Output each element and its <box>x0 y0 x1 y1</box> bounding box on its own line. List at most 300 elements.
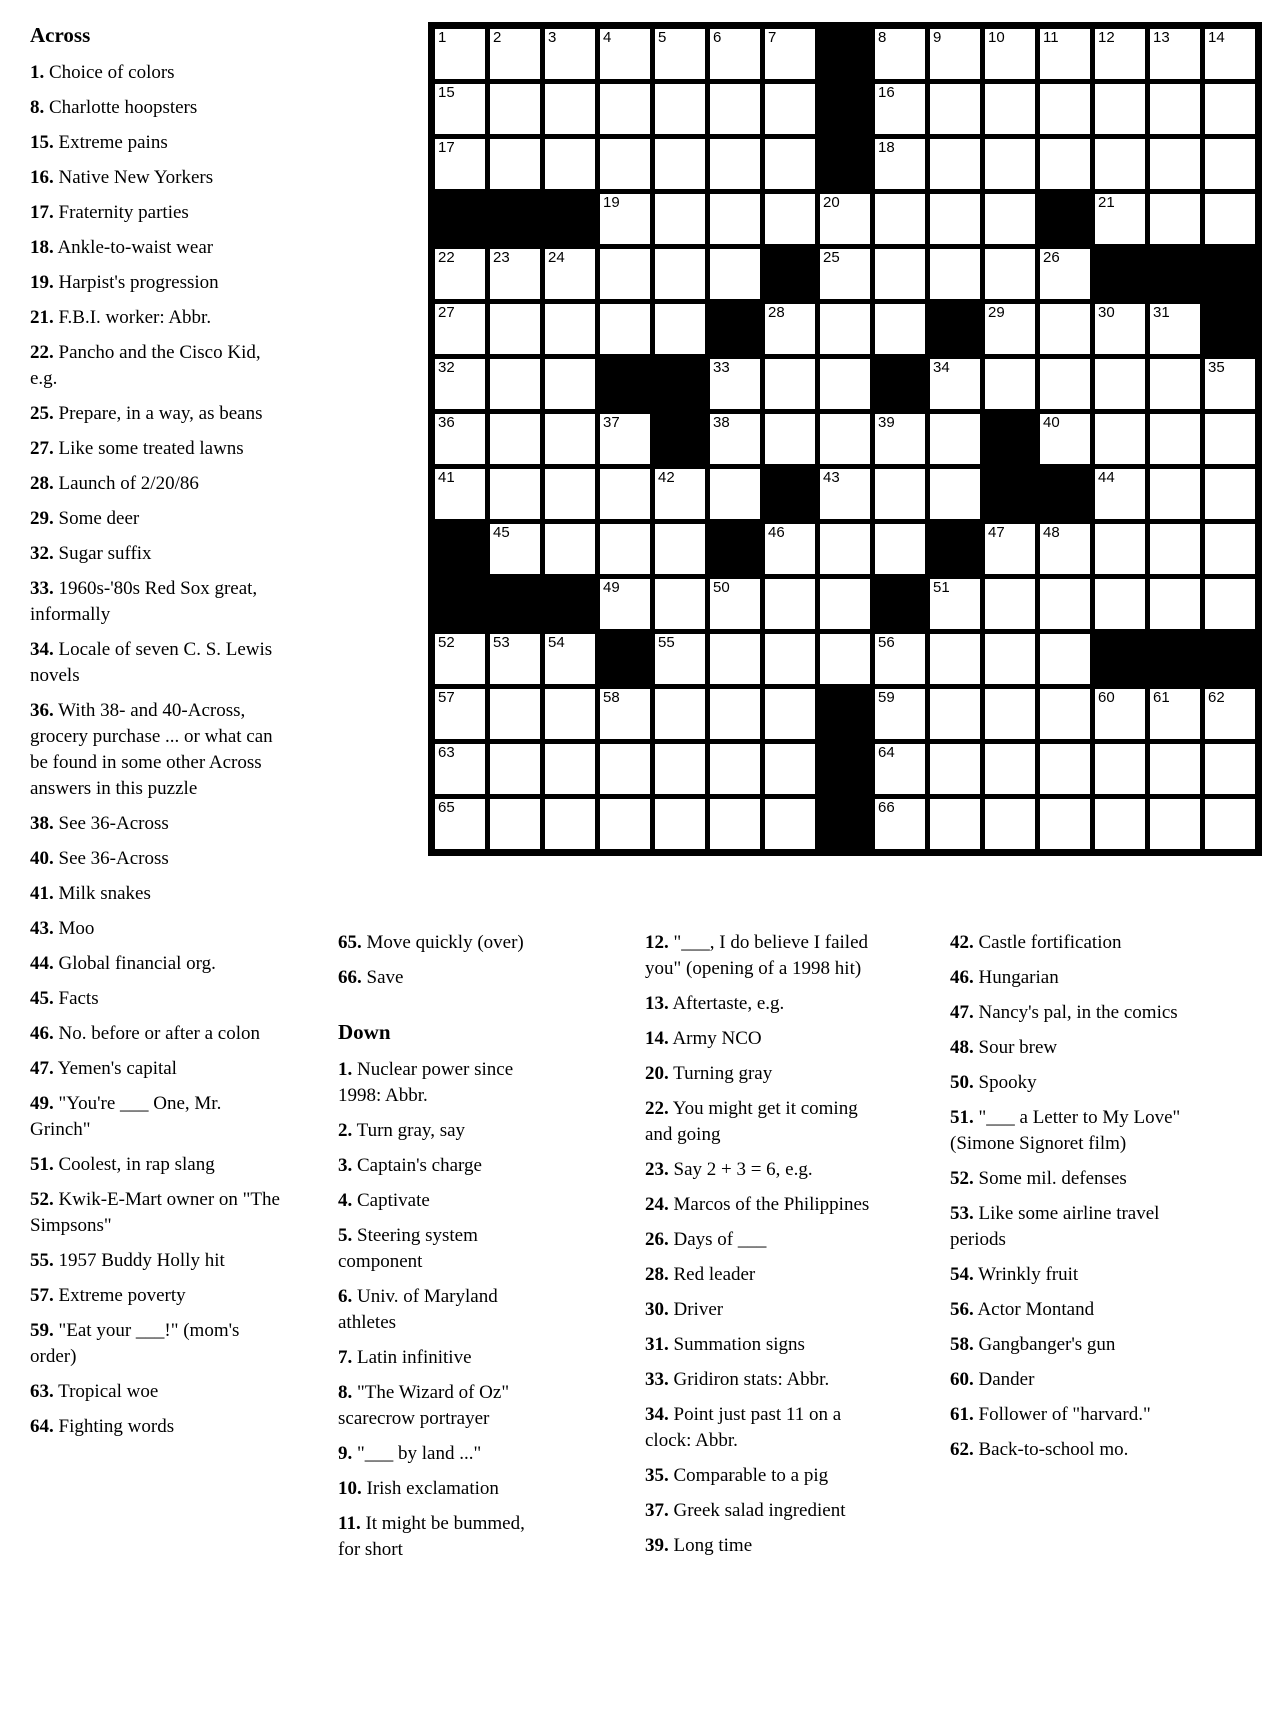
grid-cell[interactable] <box>930 634 980 684</box>
clue-number: 17. <box>30 202 54 223</box>
grid-cell[interactable] <box>820 359 870 409</box>
clue-number: 41. <box>30 883 54 904</box>
grid-cell[interactable] <box>1150 799 1200 849</box>
grid-cell[interactable] <box>875 29 925 79</box>
grid-cell[interactable] <box>875 304 925 354</box>
grid-cell[interactable] <box>600 799 650 849</box>
grid-cell[interactable] <box>820 414 870 464</box>
grid-cell[interactable] <box>600 689 650 739</box>
grid-cell[interactable] <box>545 524 595 574</box>
clue: 25. Prepare, in a way, as beans <box>30 403 263 424</box>
grid-cell[interactable] <box>545 249 595 299</box>
grid-cell[interactable] <box>985 84 1035 134</box>
grid-cell[interactable] <box>600 194 650 244</box>
grid-cell[interactable] <box>930 249 980 299</box>
grid-cell[interactable] <box>1095 139 1145 189</box>
grid-cell[interactable] <box>875 524 925 574</box>
grid-cell[interactable] <box>1095 304 1145 354</box>
cell-number: 17 <box>438 139 455 156</box>
clue-number: 58. <box>950 1334 974 1355</box>
grid-cell[interactable] <box>1040 29 1090 79</box>
cell-number: 51 <box>933 579 950 596</box>
grid-cell[interactable] <box>820 249 870 299</box>
grid-cell[interactable] <box>985 634 1035 684</box>
grid-cell-black <box>710 304 760 354</box>
cell-number: 36 <box>438 414 455 431</box>
grid-cell-black <box>435 194 485 244</box>
grid-cell[interactable] <box>1150 689 1200 739</box>
grid-cell[interactable] <box>1150 414 1200 464</box>
clue-number: 5. <box>338 1225 353 1246</box>
clue: 36. With 38- and 40-Across, grocery purchase ... or what can be found in some other Across answers in this puzzle <box>30 700 273 799</box>
down-clue-column-4 <box>950 930 1184 1472</box>
grid-cell[interactable] <box>820 194 870 244</box>
grid-cell[interactable] <box>435 29 485 79</box>
cell-number: 41 <box>438 469 455 486</box>
grid-cell[interactable] <box>1205 194 1255 244</box>
cell-number: 14 <box>1208 29 1225 46</box>
grid-cell[interactable] <box>1150 744 1200 794</box>
grid-cell[interactable] <box>710 469 760 519</box>
grid-cell[interactable] <box>875 799 925 849</box>
grid-cell[interactable] <box>1150 139 1200 189</box>
grid-cell[interactable] <box>1040 634 1090 684</box>
grid-cell[interactable] <box>765 689 815 739</box>
cell-number: 24 <box>548 249 565 266</box>
grid-cell[interactable] <box>985 744 1035 794</box>
grid-cell-black <box>600 634 650 684</box>
grid-cell[interactable] <box>490 799 540 849</box>
cell-number: 64 <box>878 744 895 761</box>
grid-cell[interactable] <box>490 249 540 299</box>
grid-cell[interactable] <box>1150 194 1200 244</box>
grid-cell[interactable] <box>710 799 760 849</box>
grid-cell[interactable] <box>490 524 540 574</box>
grid-cell[interactable] <box>1095 29 1145 79</box>
grid-cell[interactable] <box>545 469 595 519</box>
cell-number: 22 <box>438 249 455 266</box>
grid-cell[interactable] <box>655 84 705 134</box>
clue: 60. Dander <box>950 1369 1035 1390</box>
grid-cell[interactable] <box>435 304 485 354</box>
grid-cell[interactable] <box>1205 469 1255 519</box>
grid-cell[interactable] <box>875 414 925 464</box>
grid-cell[interactable] <box>1205 799 1255 849</box>
grid-cell[interactable] <box>1095 579 1145 629</box>
grid-cell[interactable] <box>710 689 760 739</box>
grid-cell[interactable] <box>1205 579 1255 629</box>
grid-cell[interactable] <box>600 139 650 189</box>
grid-cell[interactable] <box>765 29 815 79</box>
grid-cell[interactable] <box>1205 524 1255 574</box>
grid-cell[interactable] <box>1040 359 1090 409</box>
grid-cell[interactable] <box>435 469 485 519</box>
grid-cell[interactable] <box>1040 799 1090 849</box>
cell-number: 18 <box>878 139 895 156</box>
grid-cell[interactable] <box>1095 194 1145 244</box>
grid-cell[interactable] <box>875 469 925 519</box>
cell-number: 59 <box>878 689 895 706</box>
grid-cell[interactable] <box>765 634 815 684</box>
grid-cell[interactable] <box>765 304 815 354</box>
clue: 26. Days of ___ <box>645 1229 767 1250</box>
clue-number: 9. <box>338 1443 353 1464</box>
grid-cell[interactable] <box>820 579 870 629</box>
grid-cell[interactable] <box>655 249 705 299</box>
clue: 59. "Eat your ___!" (mom's order) <box>30 1320 240 1367</box>
grid-cell[interactable] <box>1205 744 1255 794</box>
grid-cell[interactable] <box>655 469 705 519</box>
grid-cell[interactable] <box>435 84 485 134</box>
grid-cell-black <box>875 579 925 629</box>
grid-cell[interactable] <box>545 414 595 464</box>
clue-number: 47. <box>950 1002 974 1023</box>
clue-number: 1. <box>338 1059 353 1080</box>
cell-number: 42 <box>658 469 675 486</box>
grid-cell[interactable] <box>600 304 650 354</box>
cell-number: 35 <box>1208 359 1225 376</box>
grid-cell-black <box>820 139 870 189</box>
grid-cell-black <box>930 304 980 354</box>
clue-number: 64. <box>30 1416 54 1437</box>
clue-number: 30. <box>645 1299 669 1320</box>
grid-cell-black <box>655 414 705 464</box>
grid-cell[interactable] <box>765 744 815 794</box>
clue: 5. Steering system component <box>338 1225 478 1272</box>
grid-cell[interactable] <box>985 579 1035 629</box>
grid-cell[interactable] <box>545 139 595 189</box>
grid-cell[interactable] <box>985 304 1035 354</box>
grid-cell[interactable] <box>600 524 650 574</box>
clue: 33. 1960s-'80s Red Sox great, informally <box>30 578 258 625</box>
crossword-grid[interactable] <box>428 22 1262 856</box>
grid-cell[interactable] <box>655 579 705 629</box>
grid-cell[interactable] <box>985 194 1035 244</box>
grid-cell[interactable] <box>600 469 650 519</box>
grid-cell-black <box>765 249 815 299</box>
grid-cell[interactable] <box>710 139 760 189</box>
grid-cell[interactable] <box>490 29 540 79</box>
grid-cell[interactable] <box>1095 524 1145 574</box>
cell-number: 39 <box>878 414 895 431</box>
grid-cell[interactable] <box>490 634 540 684</box>
grid-cell[interactable] <box>985 689 1035 739</box>
grid-cell[interactable] <box>875 634 925 684</box>
clue: 15. Extreme pains <box>30 132 168 153</box>
clue-number: 1. <box>30 62 45 83</box>
grid-cell[interactable] <box>655 689 705 739</box>
clue: 13. Aftertaste, e.g. <box>645 993 785 1014</box>
grid-cell[interactable] <box>710 359 760 409</box>
cell-number: 34 <box>933 359 950 376</box>
across-section-header: Across <box>30 23 91 47</box>
grid-cell[interactable] <box>655 744 705 794</box>
grid-cell[interactable] <box>1095 414 1145 464</box>
grid-cell[interactable] <box>1040 304 1090 354</box>
grid-cell-black <box>875 359 925 409</box>
cell-number: 20 <box>823 194 840 211</box>
clue: 22. Pancho and the Cisco Kid, e.g. <box>30 342 261 389</box>
grid-cell[interactable] <box>435 249 485 299</box>
grid-cell[interactable] <box>600 744 650 794</box>
cell-number: 61 <box>1153 689 1170 706</box>
grid-cell[interactable] <box>710 414 760 464</box>
grid-cell[interactable] <box>435 359 485 409</box>
cell-number: 47 <box>988 524 1005 541</box>
grid-cell[interactable] <box>875 689 925 739</box>
clue-number: 42. <box>950 932 974 953</box>
grid-cell[interactable] <box>1205 414 1255 464</box>
grid-cell-black <box>600 359 650 409</box>
cell-number: 30 <box>1098 304 1115 321</box>
grid-cell[interactable] <box>490 304 540 354</box>
grid-cell[interactable] <box>655 29 705 79</box>
grid-cell[interactable] <box>655 634 705 684</box>
cell-number: 16 <box>878 84 895 101</box>
grid-cell[interactable] <box>1040 249 1090 299</box>
clue-number: 49. <box>30 1093 54 1114</box>
grid-cell[interactable] <box>710 634 760 684</box>
grid-cell[interactable] <box>1095 84 1145 134</box>
clue-number: 29. <box>30 508 54 529</box>
grid-cell[interactable] <box>1205 689 1255 739</box>
grid-cell[interactable] <box>710 29 760 79</box>
clue: 28. Launch of 2/20/86 <box>30 473 199 494</box>
clue-number: 4. <box>338 1190 353 1211</box>
grid-cell[interactable] <box>710 249 760 299</box>
grid-cell[interactable] <box>765 579 815 629</box>
grid-cell[interactable] <box>490 689 540 739</box>
clue-number: 28. <box>30 473 54 494</box>
grid-cell[interactable] <box>1095 799 1145 849</box>
grid-cell[interactable] <box>1205 359 1255 409</box>
cell-number: 28 <box>768 304 785 321</box>
cell-number: 27 <box>438 304 455 321</box>
grid-cell[interactable] <box>985 139 1035 189</box>
grid-cell[interactable] <box>985 249 1035 299</box>
grid-cell[interactable] <box>1205 139 1255 189</box>
clue: 29. Some deer <box>30 508 140 529</box>
grid-cell[interactable] <box>930 414 980 464</box>
grid-cell[interactable] <box>820 634 870 684</box>
grid-cell[interactable] <box>820 469 870 519</box>
clue-number: 51. <box>950 1107 974 1128</box>
clue-number: 60. <box>950 1369 974 1390</box>
grid-cell[interactable] <box>1095 744 1145 794</box>
clue-number: 19. <box>30 272 54 293</box>
grid-cell[interactable] <box>765 799 815 849</box>
grid-cell-black <box>985 469 1035 519</box>
clue: 52. Kwik-E-Mart owner on "The Simpsons" <box>30 1189 280 1236</box>
grid-cell[interactable] <box>435 634 485 684</box>
grid-cell[interactable] <box>490 469 540 519</box>
grid-cell[interactable] <box>490 84 540 134</box>
grid-cell[interactable] <box>930 84 980 134</box>
grid-cell[interactable] <box>490 744 540 794</box>
grid-cell-black <box>1095 634 1145 684</box>
clue-number: 20. <box>645 1063 669 1084</box>
cell-number: 33 <box>713 359 730 376</box>
grid-cell[interactable] <box>930 469 980 519</box>
clue: 8. "The Wizard of Oz" scarecrow portrayer <box>338 1382 510 1429</box>
grid-cell[interactable] <box>655 799 705 849</box>
grid-cell[interactable] <box>490 414 540 464</box>
grid-cell[interactable] <box>1040 689 1090 739</box>
clue-number: 57. <box>30 1285 54 1306</box>
grid-cell[interactable] <box>765 84 815 134</box>
grid-cell[interactable] <box>545 689 595 739</box>
grid-cell[interactable] <box>765 194 815 244</box>
cell-number: 63 <box>438 744 455 761</box>
grid-cell[interactable] <box>545 799 595 849</box>
grid-cell[interactable] <box>930 744 980 794</box>
grid-cell[interactable] <box>655 194 705 244</box>
grid-cell[interactable] <box>765 139 815 189</box>
grid-cell-black <box>1095 249 1145 299</box>
clue: 20. Turning gray <box>645 1063 773 1084</box>
grid-cell[interactable] <box>930 29 980 79</box>
grid-cell[interactable] <box>545 744 595 794</box>
grid-cell[interactable] <box>545 634 595 684</box>
grid-cell[interactable] <box>875 84 925 134</box>
cell-number: 4 <box>603 29 612 46</box>
clue-number: 12. <box>645 932 669 953</box>
grid-cell[interactable] <box>600 29 650 79</box>
clue: 37. Greek salad ingredient <box>645 1500 846 1521</box>
grid-cell[interactable] <box>875 194 925 244</box>
grid-cell[interactable] <box>930 579 980 629</box>
grid-cell[interactable] <box>710 579 760 629</box>
grid-cell[interactable] <box>985 524 1035 574</box>
clue-number: 26. <box>645 1229 669 1250</box>
grid-cell[interactable] <box>930 194 980 244</box>
clue-column-2 <box>338 930 550 1572</box>
grid-cell[interactable] <box>1040 414 1090 464</box>
grid-cell[interactable] <box>1205 29 1255 79</box>
grid-cell[interactable] <box>600 414 650 464</box>
grid-cell[interactable] <box>1095 689 1145 739</box>
clue: 6. Univ. of Maryland athletes <box>338 1286 498 1333</box>
grid-cell[interactable] <box>1040 139 1090 189</box>
grid-cell[interactable] <box>1150 524 1200 574</box>
cell-number: 9 <box>933 29 942 46</box>
clue: 2. Turn gray, say <box>338 1120 466 1141</box>
clue: 9. "___ by land ..." <box>338 1443 482 1464</box>
grid-cell[interactable] <box>600 249 650 299</box>
grid-cell[interactable] <box>435 799 485 849</box>
clue-number: 54. <box>950 1264 974 1285</box>
grid-cell[interactable] <box>1150 579 1200 629</box>
clue-number: 35. <box>645 1465 669 1486</box>
grid-cell[interactable] <box>930 359 980 409</box>
grid-cell[interactable] <box>930 689 980 739</box>
cell-number: 50 <box>713 579 730 596</box>
grid-cell[interactable] <box>545 304 595 354</box>
grid-cell[interactable] <box>1040 579 1090 629</box>
clue: 8. Charlotte hoopsters <box>30 97 198 118</box>
grid-cell[interactable] <box>435 689 485 739</box>
grid-cell[interactable] <box>765 414 815 464</box>
clue-number: 13. <box>645 993 669 1014</box>
clue: 63. Tropical woe <box>30 1381 159 1402</box>
grid-cell-black <box>1205 304 1255 354</box>
grid-cell-black <box>985 414 1035 464</box>
grid-cell[interactable] <box>655 139 705 189</box>
grid-cell[interactable] <box>545 359 595 409</box>
grid-cell[interactable] <box>985 29 1035 79</box>
grid-cell[interactable] <box>985 359 1035 409</box>
grid-cell[interactable] <box>655 524 705 574</box>
cell-number: 25 <box>823 249 840 266</box>
grid-cell[interactable] <box>545 29 595 79</box>
clue-number: 62. <box>950 1439 974 1460</box>
grid-cell[interactable] <box>875 139 925 189</box>
grid-cell[interactable] <box>655 304 705 354</box>
clue-number: 32. <box>30 543 54 564</box>
grid-cell[interactable] <box>1150 469 1200 519</box>
grid-cell[interactable] <box>1040 524 1090 574</box>
grid-cell[interactable] <box>820 524 870 574</box>
clue: 61. Follower of "harvard." <box>950 1404 1151 1425</box>
grid-cell[interactable] <box>1150 304 1200 354</box>
grid-cell-black <box>1150 634 1200 684</box>
grid-cell[interactable] <box>985 799 1035 849</box>
grid-cell[interactable] <box>435 414 485 464</box>
grid-cell[interactable] <box>1095 359 1145 409</box>
grid-cell[interactable] <box>1205 84 1255 134</box>
grid-cell-black <box>490 579 540 629</box>
cell-number: 11 <box>1043 29 1059 46</box>
grid-cell[interactable] <box>435 744 485 794</box>
grid-cell[interactable] <box>1095 469 1145 519</box>
grid-cell[interactable] <box>710 194 760 244</box>
cell-number: 45 <box>493 524 510 541</box>
clue-number: 6. <box>338 1286 353 1307</box>
grid-cell[interactable] <box>820 304 870 354</box>
cell-number: 62 <box>1208 689 1225 706</box>
grid-cell[interactable] <box>545 84 595 134</box>
grid-cell[interactable] <box>1150 359 1200 409</box>
grid-cell[interactable] <box>765 359 815 409</box>
grid-cell[interactable] <box>490 139 540 189</box>
grid-cell[interactable] <box>930 139 980 189</box>
cell-number: 58 <box>603 689 620 706</box>
grid-cell[interactable] <box>600 579 650 629</box>
clue-number: 22. <box>30 342 54 363</box>
clue-number: 46. <box>950 967 974 988</box>
grid-cell[interactable] <box>710 744 760 794</box>
clue-number: 45. <box>30 988 54 1009</box>
grid-cell[interactable] <box>1150 84 1200 134</box>
clue-number: 3. <box>338 1155 353 1176</box>
grid-cell[interactable] <box>435 139 485 189</box>
grid-cell[interactable] <box>1040 84 1090 134</box>
clue: 1. Choice of colors <box>30 62 175 83</box>
grid-cell[interactable] <box>875 249 925 299</box>
clue: 7. Latin infinitive <box>338 1347 472 1368</box>
grid-cell[interactable] <box>1040 744 1090 794</box>
grid-cell[interactable] <box>765 524 815 574</box>
grid-cell[interactable] <box>930 799 980 849</box>
grid-cell[interactable] <box>875 744 925 794</box>
grid-cell[interactable] <box>490 359 540 409</box>
grid-cell[interactable] <box>600 84 650 134</box>
clue-number: 10. <box>338 1478 362 1499</box>
clue: 4. Captivate <box>338 1190 430 1211</box>
grid-cell[interactable] <box>710 84 760 134</box>
clue-number: 44. <box>30 953 54 974</box>
grid-cell[interactable] <box>1150 29 1200 79</box>
